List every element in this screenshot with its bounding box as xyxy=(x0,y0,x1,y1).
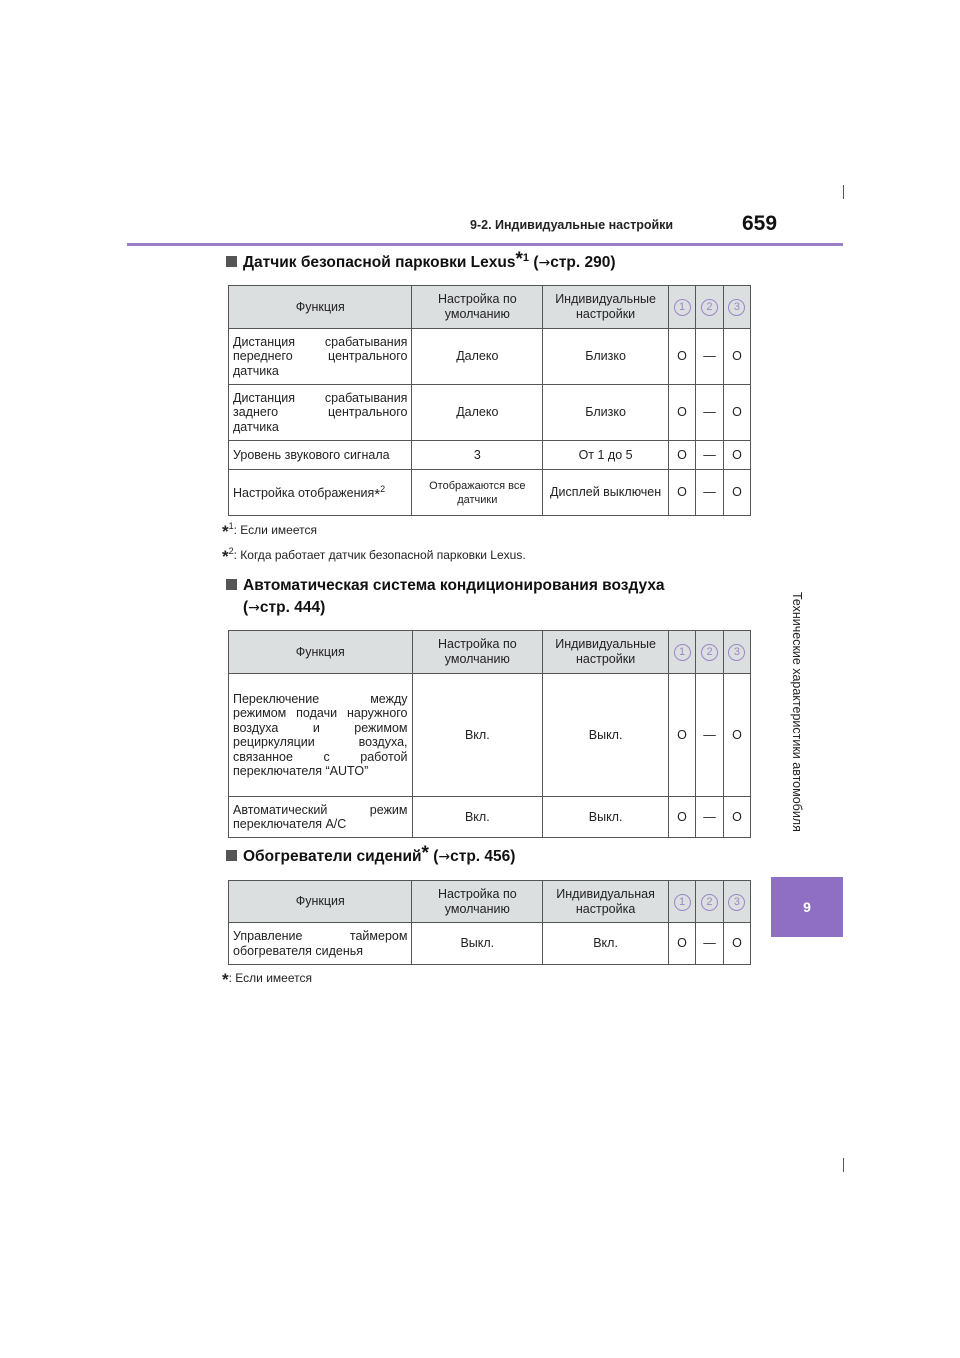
number-circle-icon: 1 xyxy=(674,894,691,911)
number-circle-icon: 3 xyxy=(728,894,745,911)
crop-mark xyxy=(843,185,844,199)
number-circle-icon: 3 xyxy=(728,644,745,661)
table-row xyxy=(229,385,751,441)
header-rule xyxy=(127,243,843,246)
column-header xyxy=(695,881,723,923)
column-header: Индивидуальные настройки xyxy=(543,286,669,329)
custom-cell: Выкл. xyxy=(543,674,669,797)
mark-cell: O xyxy=(723,797,750,838)
column-header xyxy=(723,286,750,329)
default-cell: Вкл. xyxy=(412,797,543,838)
table-row xyxy=(229,797,751,838)
default-cell: Вкл. xyxy=(412,674,543,797)
mark-cell: — xyxy=(696,329,724,385)
arrow-icon: → xyxy=(538,255,551,271)
page-reference[interactable]: стр. 444 xyxy=(259,599,321,616)
custom-cell: Выкл. xyxy=(543,797,669,838)
section-title: Датчик безопасной парковки Lexus xyxy=(243,254,516,271)
default-cell: 3 xyxy=(412,441,543,470)
section-heading: Датчик безопасной парковки Lexus*$^1$ (→стр. 290) xyxy=(226,252,616,274)
column-header: Настройка по умолчанию xyxy=(412,881,543,923)
mark-cell: — xyxy=(695,923,723,965)
footnote xyxy=(222,970,312,990)
function-cell: Автоматический режим переключателя A/C xyxy=(229,797,413,838)
asterisk-icon: * xyxy=(374,486,381,504)
section-heading xyxy=(226,575,726,597)
chapter-side-text: Технические характеристики автомобиля xyxy=(790,592,804,832)
footnote-ref: 1 xyxy=(522,251,530,264)
function-cell: Дистанция срабатывания переднего центрального датчика xyxy=(229,329,412,385)
table-row xyxy=(229,923,751,965)
arrow-icon: → xyxy=(438,849,451,865)
footnote-text: : Если имеется xyxy=(228,971,312,985)
chapter-tab: 9 xyxy=(771,877,843,937)
asterisk-icon: * xyxy=(222,547,229,566)
column-header xyxy=(669,631,696,674)
column-header xyxy=(696,631,724,674)
footnote xyxy=(222,521,317,542)
mark-cell: — xyxy=(696,385,724,441)
default-cell: Выкл. xyxy=(412,923,543,965)
number-circle-icon: 2 xyxy=(701,644,718,661)
table-row xyxy=(229,674,751,797)
seat-heater-table xyxy=(228,880,751,965)
asterisk-icon: * xyxy=(515,249,523,270)
mark-cell: O xyxy=(723,329,750,385)
function-cell xyxy=(229,470,412,516)
column-header xyxy=(723,631,750,674)
crop-mark xyxy=(843,1158,844,1172)
mark-cell: — xyxy=(696,674,724,797)
column-header: Индивидуальная настройка xyxy=(543,881,669,923)
column-header: Настройка по умолчанию xyxy=(412,286,543,329)
number-circle-icon: 1 xyxy=(674,299,691,316)
mark-cell: O xyxy=(723,674,750,797)
mark-cell: O xyxy=(669,923,696,965)
page-reference[interactable]: стр. 290 xyxy=(550,254,611,271)
custom-cell: Вкл. xyxy=(543,923,669,965)
custom-cell: Дисплей выключен xyxy=(543,470,669,516)
table-header-row xyxy=(229,286,751,329)
mark-cell: O xyxy=(723,385,750,441)
section-heading: Обогреватели сидений* (→стр. 456) xyxy=(226,846,515,868)
mark-cell: O xyxy=(669,470,696,516)
footnote-text: : Если имеется xyxy=(233,523,317,537)
number-circle-icon: 1 xyxy=(674,644,691,661)
column-header xyxy=(669,286,696,329)
column-header xyxy=(669,881,696,923)
mark-cell: O xyxy=(669,385,696,441)
climate-control-table xyxy=(228,630,751,838)
function-cell: Уровень звукового сигнала xyxy=(229,441,412,470)
custom-cell: Близко xyxy=(543,385,669,441)
asterisk-icon: * xyxy=(222,522,229,541)
column-header: Функция xyxy=(229,631,413,674)
custom-cell: Близко xyxy=(543,329,669,385)
square-bullet-icon xyxy=(226,850,237,861)
mark-cell: — xyxy=(696,470,724,516)
column-header: Функция xyxy=(229,881,412,923)
square-bullet-icon xyxy=(226,256,237,267)
page-number: 659 xyxy=(742,212,778,235)
parking-sensor-table xyxy=(228,285,751,516)
column-header: Индивидуальные настройки xyxy=(543,631,669,674)
default-cell: Далеко xyxy=(412,329,543,385)
footnote-number: 1 xyxy=(228,521,234,531)
number-circle-icon: 3 xyxy=(728,299,745,316)
footnote-ref: 2 xyxy=(380,484,386,495)
mark-cell: O xyxy=(669,797,696,838)
mark-cell: — xyxy=(696,797,724,838)
square-bullet-icon xyxy=(226,579,237,590)
footnote-number: 2 xyxy=(228,546,234,556)
running-head: 9-2. Индивидуальные настройки xyxy=(470,218,674,232)
function-cell: Управление таймером обогревателя сиденья xyxy=(229,923,412,965)
mark-cell: O xyxy=(669,441,696,470)
section-heading-continuation: (→стр. 444) xyxy=(243,599,326,616)
function-cell: Переключение между режимом подачи наружного воздуха и режимом рециркуляции воздуха, связанное с работой переключателя “AUTO” xyxy=(229,674,413,797)
footnote-text: : Когда работает датчик безопасной парковки Lexus. xyxy=(233,548,526,562)
default-cell: Далеко xyxy=(412,385,543,441)
function-text: Настройка отображения xyxy=(233,486,375,501)
mark-cell: O xyxy=(723,441,750,470)
column-header: Настройка по умолчанию xyxy=(412,631,543,674)
mark-cell: O xyxy=(723,470,750,516)
custom-cell: От 1 до 5 xyxy=(543,441,669,470)
table-row xyxy=(229,329,751,385)
number-circle-icon: 2 xyxy=(701,299,718,316)
mark-cell: O xyxy=(723,923,750,965)
section-title: Обогреватели сидений xyxy=(243,848,422,865)
page-reference[interactable]: стр. 456 xyxy=(450,848,511,865)
asterisk-icon: * xyxy=(222,970,229,989)
table-row xyxy=(229,470,751,516)
number-circle-icon: 2 xyxy=(701,894,718,911)
column-header: Функция xyxy=(229,286,412,329)
section-title: Автоматическая система кондиционирования воздуха xyxy=(243,577,665,594)
footnote xyxy=(222,546,526,567)
table-header-row xyxy=(229,631,751,674)
function-cell: Дистанция срабатывания заднего центрального датчика xyxy=(229,385,412,441)
mark-cell: — xyxy=(696,441,724,470)
arrow-icon: → xyxy=(248,600,260,616)
column-header xyxy=(696,286,724,329)
default-cell: Отображаются все датчики xyxy=(412,470,543,516)
table-header-row xyxy=(229,881,751,923)
mark-cell: O xyxy=(669,329,696,385)
mark-cell: O xyxy=(669,674,696,797)
column-header xyxy=(723,881,750,923)
asterisk-icon: * xyxy=(421,843,429,864)
table-row xyxy=(229,441,751,470)
